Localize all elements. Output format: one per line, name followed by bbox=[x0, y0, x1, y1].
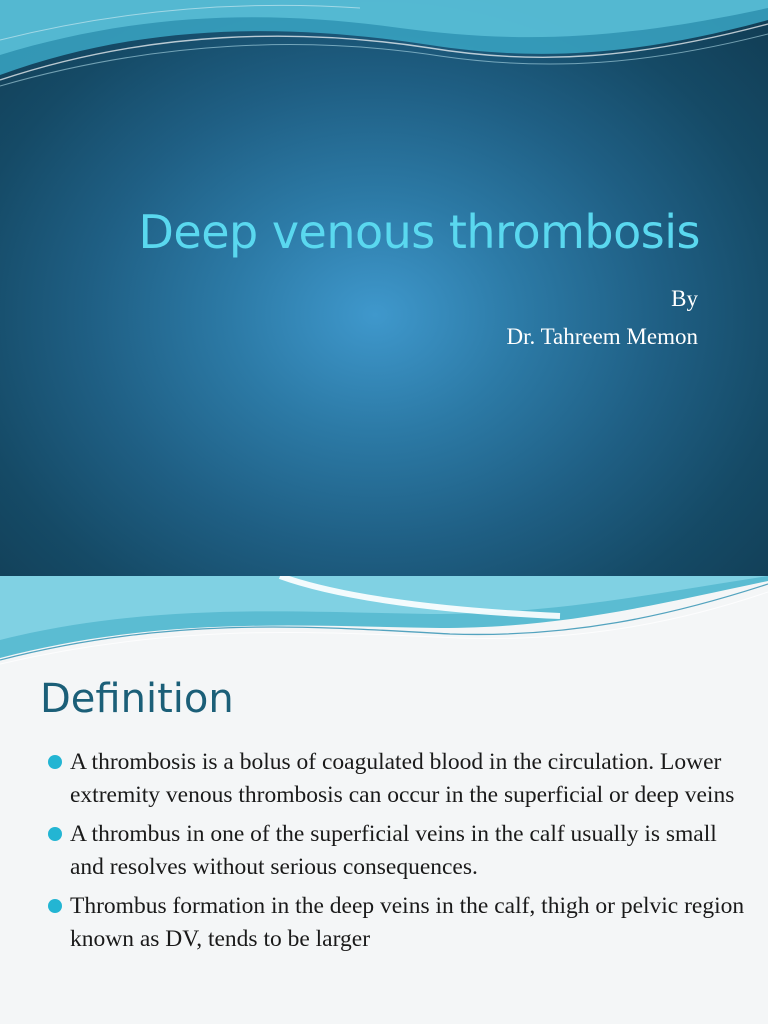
wave-decoration bbox=[0, 0, 768, 100]
bullet-text: A thrombus in one of the superficial veins in the calf usually is small and resolves without serious consequences. bbox=[70, 821, 717, 880]
bullet-list bbox=[48, 746, 748, 962]
list-item bbox=[48, 890, 748, 956]
definition-slide bbox=[0, 576, 768, 1024]
list-item bbox=[48, 818, 748, 884]
list-item bbox=[48, 746, 748, 812]
byline-label: By bbox=[671, 286, 698, 311]
bullet-icon bbox=[48, 899, 62, 913]
wave-decoration bbox=[0, 576, 768, 666]
bullet-icon bbox=[48, 755, 62, 769]
slide-heading: Definition bbox=[40, 676, 234, 722]
author-name: Dr. Tahreem Memon bbox=[506, 324, 698, 349]
bullet-icon bbox=[48, 827, 62, 841]
bullet-text: A thrombosis is a bolus of coagulated blood in the circulation. Lower extremity venous thrombosis can occur in the superficial or deep veins bbox=[70, 749, 735, 808]
bullet-text: Thrombus formation in the deep veins in the calf, thigh or pelvic region known as DV, tends to be larger bbox=[70, 893, 745, 952]
author-byline bbox=[506, 280, 698, 356]
slide-title: Deep venous thrombosis bbox=[138, 205, 700, 259]
